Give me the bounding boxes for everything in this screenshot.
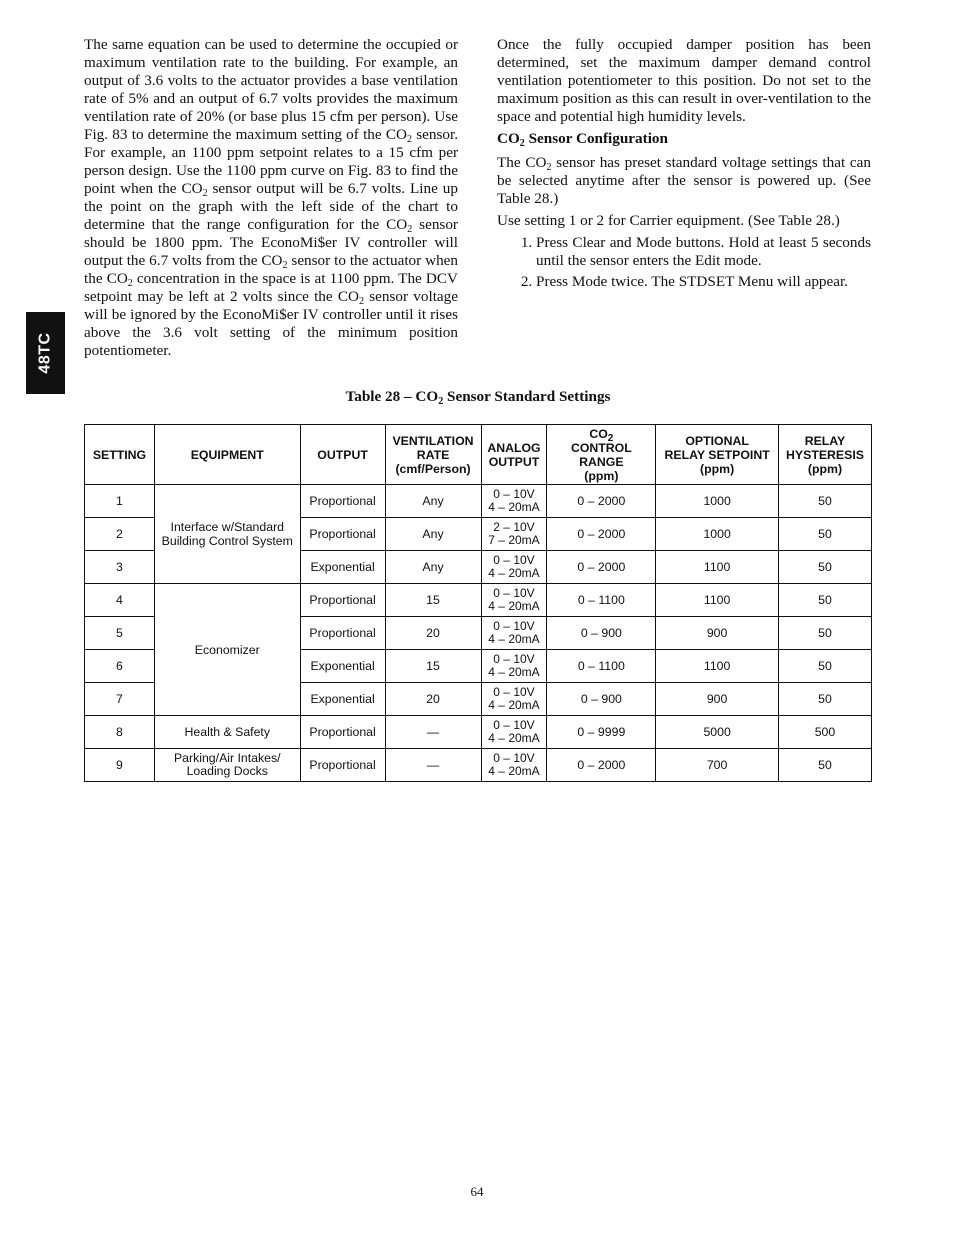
cell-output: Proportional bbox=[300, 518, 385, 551]
cell-output: Proportional bbox=[300, 749, 385, 782]
cell-equipment: Parking/Air Intakes/ Loading Docks bbox=[154, 749, 300, 782]
side-tab bbox=[26, 312, 65, 394]
cell-setting: 6 bbox=[85, 650, 155, 683]
sensor-paragraph: The $CO_2$ sensor has preset standard voltage settings that can be selected anytime after the sensor is powered up. (See Table 28.) bbox=[497, 154, 871, 207]
page-number: 64 bbox=[470, 1184, 484, 1199]
cell-hysteresis: 50 bbox=[778, 749, 871, 782]
cell-analog: 0 – 10V 4 – 20mA bbox=[481, 551, 547, 584]
cell-ventilation: 20 bbox=[385, 683, 481, 716]
section-heading: $CO_2$ Sensor Configuration bbox=[497, 130, 668, 149]
header-output: OUTPUT bbox=[300, 425, 385, 485]
cell-relay-setpoint: 900 bbox=[656, 617, 779, 650]
cell-setting: 9 bbox=[85, 749, 155, 782]
header-co2-range: $CO_2$ CONTROL RANGE (ppm) bbox=[547, 425, 656, 485]
side-tab-label: 48TC bbox=[36, 332, 54, 374]
cell-output: Proportional bbox=[300, 584, 385, 617]
cell-analog: 0 – 10V 4 – 20mA bbox=[481, 683, 547, 716]
cell-output: Proportional bbox=[300, 716, 385, 749]
cell-relay-setpoint: 1000 bbox=[656, 518, 779, 551]
cell-hysteresis: 500 bbox=[778, 716, 871, 749]
header-relay-setpoint: OPTIONAL RELAY SETPOINT (ppm) bbox=[656, 425, 779, 485]
cell-analog: 0 – 10V 4 – 20mA bbox=[481, 485, 547, 518]
cell-analog: 0 – 10V 4 – 20mA bbox=[481, 650, 547, 683]
cell-ventilation: Any bbox=[385, 485, 481, 518]
cell-setting: 7 bbox=[85, 683, 155, 716]
cell-relay-setpoint: 5000 bbox=[656, 716, 779, 749]
cell-hysteresis: 50 bbox=[778, 617, 871, 650]
cell-setting: 5 bbox=[85, 617, 155, 650]
cell-equipment: Health & Safety bbox=[154, 716, 300, 749]
cell-relay-setpoint: 1100 bbox=[656, 650, 779, 683]
cell-range: 0 – 2000 bbox=[547, 749, 656, 782]
table-row bbox=[85, 716, 872, 749]
header-ventilation: VENTILATION RATE (cmf/Person) bbox=[385, 425, 481, 485]
cell-equipment: Economizer bbox=[154, 584, 300, 716]
cell-analog: 0 – 10V 4 – 20mA bbox=[481, 584, 547, 617]
cell-setting: 3 bbox=[85, 551, 155, 584]
step-item: 2. Press Mode twice. The STDSET Menu will appear. bbox=[536, 273, 871, 291]
cell-hysteresis: 50 bbox=[778, 551, 871, 584]
cell-hysteresis: 50 bbox=[778, 518, 871, 551]
right-column bbox=[497, 36, 871, 294]
cell-range: 0 – 1100 bbox=[547, 650, 656, 683]
cell-output: Proportional bbox=[300, 617, 385, 650]
cell-ventilation: — bbox=[385, 716, 481, 749]
damper-paragraph: Once the fully occupied damper position has been determined, set the maximum damper demand control ventilation potentiometer to this position. Do not set to the maximum position as this can result in over-ventilation to the space and potential high humidity levels. bbox=[497, 36, 871, 125]
cell-relay-setpoint: 1100 bbox=[656, 584, 779, 617]
left-column bbox=[84, 36, 458, 364]
cell-output: Exponential bbox=[300, 650, 385, 683]
cell-relay-setpoint: 1100 bbox=[656, 551, 779, 584]
cell-analog: 0 – 10V 4 – 20mA bbox=[481, 716, 547, 749]
table-row bbox=[85, 584, 872, 617]
cell-setting: 1 bbox=[85, 485, 155, 518]
cell-relay-setpoint: 1000 bbox=[656, 485, 779, 518]
cell-relay-setpoint: 900 bbox=[656, 683, 779, 716]
cell-ventilation: 20 bbox=[385, 617, 481, 650]
cell-range: 0 – 900 bbox=[547, 683, 656, 716]
cell-setting: 8 bbox=[85, 716, 155, 749]
header-row bbox=[85, 425, 872, 485]
cell-analog: 0 – 10V 4 – 20mA bbox=[481, 749, 547, 782]
settings-table bbox=[84, 424, 872, 782]
cell-ventilation: — bbox=[385, 749, 481, 782]
cell-output: Proportional bbox=[300, 485, 385, 518]
cell-hysteresis: 50 bbox=[778, 683, 871, 716]
steps-list bbox=[497, 234, 871, 291]
table-row bbox=[85, 749, 872, 782]
header-setting: SETTING bbox=[85, 425, 155, 485]
carrier-paragraph: Use setting 1 or 2 for Carrier equipment. (See Table 28.) bbox=[497, 212, 840, 229]
cell-range: 0 – 900 bbox=[547, 617, 656, 650]
header-analog: ANALOG OUTPUT bbox=[481, 425, 547, 485]
cell-analog: 2 – 10V 7 – 20mA bbox=[481, 518, 547, 551]
cell-ventilation: Any bbox=[385, 551, 481, 584]
left-paragraph: The same equation can be used to determine the occupied or maximum ventilation rate to the building. For example, an output of 3.6 volts to the actuator provides a base ventilation rate of 5% and an output of 6.7 volts provides the maximum ventilation rate of 20% (or base plus 15 cfm per person). Use Fig. 83 to determine the maximum setting of the $CO_2$ sensor. For example, an 1100 ppm setpoint relates to a 15 cfm per person design. Use the 1100 ppm curve on Fig. 83 to find the point when the $CO_2$ sensor output will be 6.7 volts. Line up the point on the graph with the left side of the chart to determine that the range configuration for the $CO_2$ sensor should be 1800 ppm. The EconoMi$er IV controller will output the 6.7 volts from the $CO_2$ sensor to the actuator when the $CO_2$ concentration in the space is at 1100 ppm. The DCV setpoint may be left at 2 volts since the $CO_2$ sensor voltage will be ignored by the EconoMi$er IV controller until it rises above the 3.6 volt setting of the minimum position potentiometer. bbox=[84, 36, 459, 359]
cell-output: Exponential bbox=[300, 551, 385, 584]
cell-analog: 0 – 10V 4 – 20mA bbox=[481, 617, 547, 650]
cell-output: Exponential bbox=[300, 683, 385, 716]
cell-ventilation: 15 bbox=[385, 584, 481, 617]
cell-hysteresis: 50 bbox=[778, 650, 871, 683]
cell-equipment: Interface w/Standard Building Control System bbox=[154, 485, 300, 584]
cell-setting: 2 bbox=[85, 518, 155, 551]
cell-ventilation: 15 bbox=[385, 650, 481, 683]
cell-range: 0 – 2000 bbox=[547, 551, 656, 584]
cell-hysteresis: 50 bbox=[778, 584, 871, 617]
cell-range: 0 – 2000 bbox=[547, 518, 656, 551]
table-title: Table $28 - CO_2$ Sensor Standard Settings bbox=[345, 388, 611, 407]
cell-relay-setpoint: 700 bbox=[656, 749, 779, 782]
header-relay-hysteresis: RELAY HYSTERESIS (ppm) bbox=[778, 425, 871, 485]
cell-hysteresis: 50 bbox=[778, 485, 871, 518]
header-equipment: EQUIPMENT bbox=[154, 425, 300, 485]
cell-range: 0 – 1100 bbox=[547, 584, 656, 617]
step-item: 1. Press Clear and Mode buttons. Hold at least 5 seconds until the sensor enters the Edit mode. bbox=[536, 234, 871, 270]
cell-range: 0 – 2000 bbox=[547, 485, 656, 518]
table-row bbox=[85, 485, 872, 518]
cell-ventilation: Any bbox=[385, 518, 481, 551]
cell-range: 0 – 9999 bbox=[547, 716, 656, 749]
cell-setting: 4 bbox=[85, 584, 155, 617]
